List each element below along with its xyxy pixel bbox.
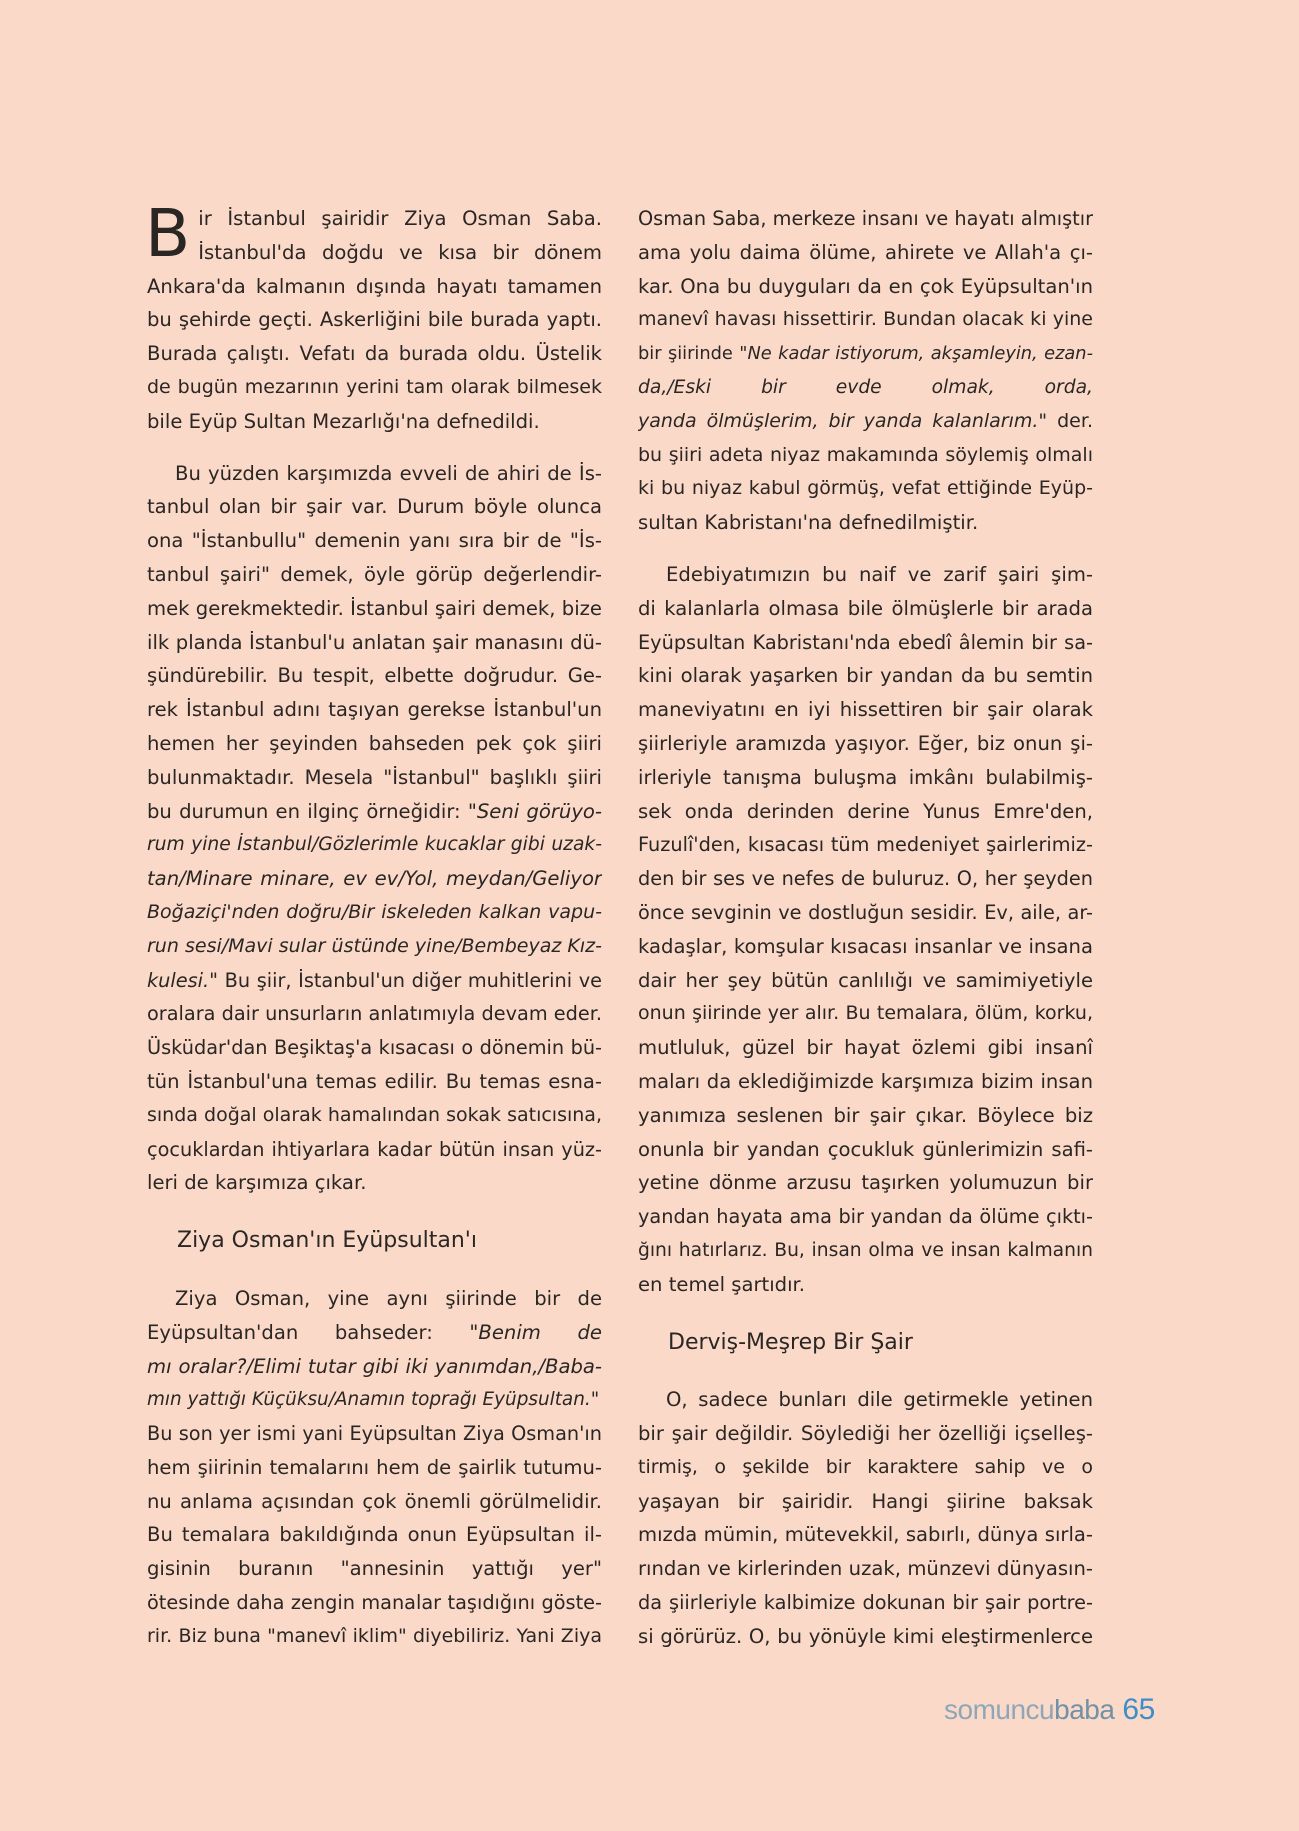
quote-text: kulesi.": [147, 968, 219, 992]
text-line: Edebiyatımızın bu naif ve zarif şairi şim-: [666, 562, 1093, 586]
text-line: tün İstanbul'una temas edilir. Bu temas esna-: [147, 1069, 602, 1093]
text-line: kadaşlar, komşular kısacası insanlar ve insana: [638, 934, 1093, 958]
quote-text: "Ne kadar istiyorum, akşamleyin, ezan-: [739, 343, 1093, 365]
body-text: Eyüpsultan'dan bahseder:: [147, 1320, 470, 1344]
text-line: hemen her şeyinden bahseden pek çok şiiri: [147, 731, 602, 755]
text-line: maları da eklediğimizde karşımıza bizim insan: [638, 1069, 1093, 1093]
text-line: run sesi/Mavi sular üstünde yine/Bembeyaz Kız-: [147, 934, 602, 957]
text-line: ğını hatırlarız. Bu, insan olma ve insan kalmanın: [638, 1239, 1093, 1261]
page-footer: [944, 1693, 1155, 1727]
text-line: onun şiirinde yer alır. Bu temalara, ölüm, korku,: [638, 1002, 1093, 1025]
text-line: mek gerekmektedir. İstanbul şairi demek, bize: [147, 596, 602, 620]
text-line: hem şiirinin temalarını hem de şairlik tutumu-: [147, 1455, 602, 1479]
right-column: [638, 202, 1093, 1654]
text-line: oralara dair unsurların anlatımıyla devam eder.: [147, 1002, 602, 1026]
text-line: çocuklardan ihtiyarlara kadar bütün insan yüz-: [147, 1137, 602, 1161]
spacer: [638, 1359, 1093, 1383]
text-line: leri de karşımıza çıkar.: [147, 1171, 367, 1195]
text-line: Eyüpsultan Kabristanı'nda ebedî âlemin bir sa-: [638, 630, 1093, 654]
brand-baba: baba: [1054, 1694, 1115, 1725]
text-line: en temel şartıdır.: [638, 1272, 806, 1296]
text-line: [638, 405, 1093, 439]
text-line: bu şehirde geçti. Askerliğini bile burada yaptı.: [147, 308, 602, 332]
quote-text: yanda ölmüşlerim, bir yanda kalanlarım.": [638, 409, 1048, 432]
page-number: 65: [1122, 1693, 1155, 1726]
text-line: kar. Ona bu duyguları da en çok Eyüpsultan'ın: [638, 274, 1093, 298]
text-line: rek İstanbul adını taşıyan gerekse İstanbul'un: [147, 698, 602, 722]
text-line: önce sevginin ve dostluğun sesidir. Ev, aile, ar-: [638, 900, 1093, 924]
text-line: bile Eyüp Sultan Mezarlığı'na defnedildi.: [147, 409, 540, 433]
text-line: si görürüz. O, bu yönüyle kimi eleştirmenlerce: [638, 1624, 1093, 1648]
quote-text: "Benim de: [469, 1320, 602, 1344]
text-line: rum yine İstanbul/Gözlerimle kucaklar gibi uzak-: [147, 834, 602, 856]
text-line: Bu temalara bakıldığında onun Eyüpsultan il-: [147, 1523, 602, 1547]
text-line: yanımıza seslenen bir şair çıkar. Böylece biz: [638, 1103, 1093, 1127]
spacer: [638, 1302, 1093, 1326]
text-line: sında doğal olarak hamalından sokak satıcısına,: [147, 1103, 602, 1126]
text-line: bir şair değildir. Söylediği her özelliği içselleş-: [638, 1422, 1093, 1446]
text-line: ilk planda İstanbul'u anlatan şair manasını dü-: [147, 630, 602, 654]
text-line: bulunmaktadır. Mesela "İstanbul" başlıklı şiiri: [147, 765, 602, 789]
text-line: Burada çalıştı. Vefatı da burada oldu. Üstelik: [147, 342, 602, 366]
spacer: [147, 439, 602, 457]
text-line: tanbul şairi" demek, öyle görüp değerlendir-: [147, 562, 602, 586]
text-line: maneviyatını en iyi hissettiren bir şair olarak: [638, 698, 1093, 722]
text-line: rir. Biz buna "manevî iklim" diyebiliriz. Yani Ziya: [147, 1624, 602, 1647]
text-line: O, sadece bunları dile getirmekle yetinen: [666, 1388, 1093, 1412]
first-paragraph: [145, 195, 602, 439]
text-line: kini olarak yaşarken bir yandan da bu semtin: [638, 664, 1093, 688]
body-text: der.: [1057, 409, 1093, 432]
text-line: rından ve kirlerinden uzak, münzevi dünyasın-: [638, 1557, 1093, 1581]
text-line: [147, 964, 602, 998]
text-line: nu anlama açısından çok önemli görülmelidir.: [147, 1489, 602, 1513]
text-line: Üsküdar'dan Beşiktaş'a kısacası o dönemin bü-: [147, 1036, 602, 1060]
text-line: İstanbul'da doğdu ve kısa bir dönem: [198, 240, 602, 264]
text-line: gisinin buranın "annesinin yattığı yer": [147, 1557, 602, 1581]
text-line: onunla bir yandan çocukluk günlerimizin safi-: [638, 1137, 1093, 1161]
text-line: Bu yüzden karşımızda evveli de ahiri de İs-: [175, 461, 602, 485]
text-line: tan/Minare minare, ev ev/Yol, meydan/Geliyor: [147, 867, 602, 891]
text-line: Osman Saba, merkeze insanı ve hayatı almıştır: [638, 207, 1093, 230]
text-line: [147, 1316, 602, 1350]
text-line: mutluluk, güzel bir hayat özlemi gibi insanî: [638, 1036, 1093, 1060]
text-line: [638, 337, 1093, 371]
drop-cap: B: [145, 195, 191, 272]
text-line: şündürebilir. Bu tespit, elbette doğrudur. Ge-: [147, 664, 602, 688]
text-line: den bir ses ve nefes de buluruz. O, her şeyden: [638, 867, 1093, 891]
text-line: Ankara'da kalmanın dışında hayatı tamamen: [147, 274, 602, 298]
text-line: di kalanlarla olmasa bile ölmüşlerle bir arada: [638, 596, 1093, 620]
text-line: yandan hayata ama bir yandan da ölüme çıktı-: [638, 1205, 1093, 1229]
text-line: irleriyle tanışma buluşma imkânı bulabilmiş-: [638, 765, 1093, 789]
quote-text: "Seni görüyo-: [467, 799, 602, 823]
text-line: mı oralar?/Elimi tutar gibi iki yanımdan,/Baba-: [147, 1354, 602, 1378]
spacer: [638, 540, 1093, 558]
brand-somuncu: somuncu: [944, 1694, 1055, 1725]
text-line: tanbul olan bir şair var. Durum böyle olunca: [147, 495, 602, 519]
text-line: ona "İstanbullu" demenin yanı sıra bir de "İs-: [147, 529, 602, 553]
section-heading: Ziya Osman'ın Eyüpsultan'ı: [177, 1228, 477, 1254]
text-line: Bu son yer ismi yani Eyüpsultan Ziya Osman'ın: [147, 1422, 602, 1446]
text-line: şiirleriyle aramızda yaşıyor. Eğer, biz onun şi-: [638, 731, 1093, 755]
text-line: yetine dönme arzusu taşırken yolumuzun bir: [638, 1171, 1093, 1195]
text-line: tirmiş, o şekilde bir karaktere sahip ve o: [638, 1455, 1093, 1478]
text-line: ki bu niyaz kabul görmüş, vefat ettiğinde Eyüp-: [638, 477, 1093, 500]
text-line: dair her şey bütün canlılığı ve samimiyetiyle: [638, 968, 1093, 992]
text-line: Ziya Osman, yine aynı şiirinde bir de: [175, 1286, 602, 1310]
text-line: mızda mümin, mütevekkil, sabırlı, dünya sırla-: [638, 1523, 1093, 1547]
text-line: de bugün mezarının yerini tam olarak bilmesek: [147, 375, 602, 398]
text-line: [147, 795, 602, 829]
text-line: manevî havası hissettirir. Bundan olacak ki yine: [638, 308, 1093, 331]
text-line: mın yattığı Küçüksu/Anamın toprağı Eyüpsultan.": [147, 1389, 600, 1411]
left-column: [145, 195, 602, 1654]
text-line: Fuzulî'den, kısacası tüm medeniyet şairlerimiz-: [638, 833, 1093, 857]
body-text: bir şiirinde: [638, 343, 740, 365]
text-line: sultan Kabristanı'na defnedilmiştir.: [638, 511, 979, 535]
text-line: yaşayan bir şairidir. Hangi şiirine baksak: [638, 1489, 1093, 1513]
text-line: ötesinde daha zengin manalar taşıdığını göste-: [147, 1591, 602, 1615]
text-line: Boğaziçi'nden doğru/Bir iskeleden kalkan vapu-: [147, 900, 602, 923]
text-line: sek onda derinden derine Yunus Emre'den,: [638, 799, 1093, 823]
spacer: [147, 1258, 602, 1282]
text-line: da şiirleriyle kalbimize dokunan bir şair portre-: [638, 1591, 1093, 1615]
body-text: Bu şiir, İstanbul'un diğer muhitlerini ve: [218, 968, 602, 992]
spacer: [147, 1200, 602, 1224]
text-line: da,/Eski bir evde olmak, orda,: [638, 376, 1093, 398]
body-text: bu durumun en ilginç örneğidir:: [147, 799, 468, 823]
text-line: ir İstanbul şairidir Ziya Osman Saba.: [198, 207, 602, 230]
text-line: ama yolu daima ölüme, ahirete ve Allah'a çı-: [638, 240, 1093, 264]
text-line: bu şiiri adeta niyaz makamında söylemiş olmalı: [638, 443, 1093, 466]
section-heading: Derviş-Meşrep Bir Şair: [668, 1329, 913, 1355]
